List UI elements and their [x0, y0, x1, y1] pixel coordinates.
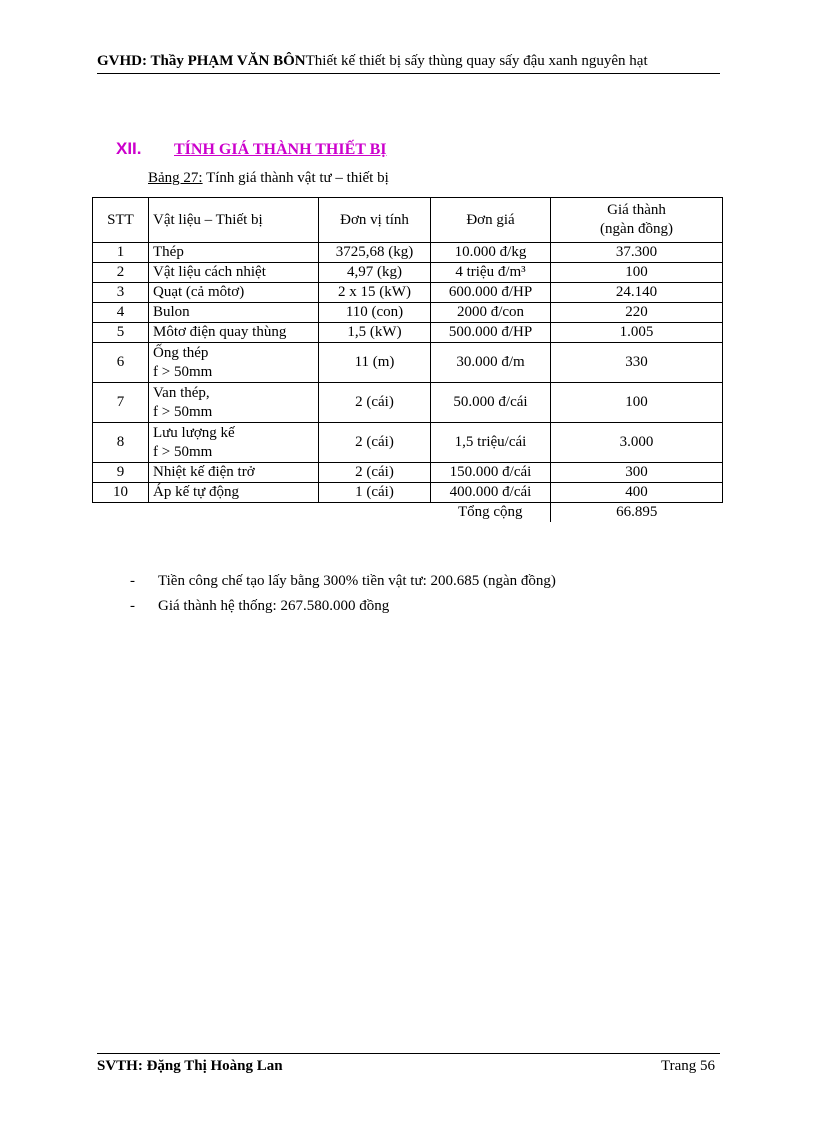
header-total: Giá thành (ngàn đồng): [551, 198, 723, 243]
table-row: 2 Vật liệu cách nhiệt 4,97 (kg) 4 triệu đ/m³ 100: [93, 263, 723, 283]
table-row: 8 Lưu lượng kế f > 50mm 2 (cái) 1,5 triệu/cái 3.000: [93, 423, 723, 463]
list-item: - Tiền công chế tạo lấy bằng 300% tiền vật tư: 200.685 (ngàn đồng): [130, 570, 556, 595]
table-total-row: [93, 503, 723, 523]
advisor-name: GVHD: Thầy PHẠM VĂN BÔN: [97, 53, 306, 69]
cost-table: [92, 197, 723, 522]
table-row: 6 Ống thép f > 50mm 11 (m) 30.000 đ/m 330: [93, 343, 723, 383]
table-row: 10 Áp kế tự động 1 (cái) 400.000 đ/cái 400: [93, 483, 723, 503]
bullet-marker: -: [130, 598, 135, 614]
page-number: Trang 56: [660, 1058, 715, 1074]
page-footer: [97, 1053, 720, 1075]
header-stt: STT: [93, 198, 149, 243]
table-row: 5 Môtơ điện quay thùng 1,5 (kW) 500.000 đ/HP 1.005: [93, 323, 723, 343]
total-label: Tổng cộng: [431, 503, 551, 523]
total-value: 66.895: [551, 503, 723, 523]
thesis-topic: Thiết kế thiết bị sấy thùng quay sấy đậu xanh nguyên hạt: [305, 53, 648, 69]
table-row: 7 Van thép, f > 50mm 2 (cái) 50.000 đ/cái 100: [93, 383, 723, 423]
table-row: 4 Bulon 110 (con) 2000 đ/con 220: [93, 303, 723, 323]
table-row: 1 Thép 3725,68 (kg) 10.000 đ/kg 37.300: [93, 243, 723, 263]
table-caption-text: Tính giá thành vật tư – thiết bị: [202, 170, 389, 186]
list-item: - Giá thành hệ thống: 267.580.000 đồng: [130, 595, 556, 620]
table-header-row: [93, 198, 723, 243]
section-heading: [116, 139, 387, 159]
header-item: Vật liệu – Thiết bị: [149, 198, 319, 243]
table-row: 3 Quạt (cả môtơ) 2 x 15 (kW) 600.000 đ/HP 24.140: [93, 283, 723, 303]
table-caption: [148, 170, 389, 187]
page-header: [97, 50, 720, 74]
table-row: 9 Nhiệt kế điện trở 2 (cái) 150.000 đ/cái 300: [93, 463, 723, 483]
student-name: SVTH: Đặng Thị Hoàng Lan: [97, 1058, 283, 1074]
notes-list: [130, 570, 556, 620]
table-caption-label: Bảng 27:: [148, 170, 203, 186]
bullet-marker: -: [130, 573, 135, 589]
section-title: TÍNH GIÁ THÀNH THIẾT BỊ: [174, 141, 387, 158]
header-unit: Đơn vị tính: [319, 198, 431, 243]
header-price: Đơn giá: [431, 198, 551, 243]
section-number: XII.: [116, 139, 142, 158]
